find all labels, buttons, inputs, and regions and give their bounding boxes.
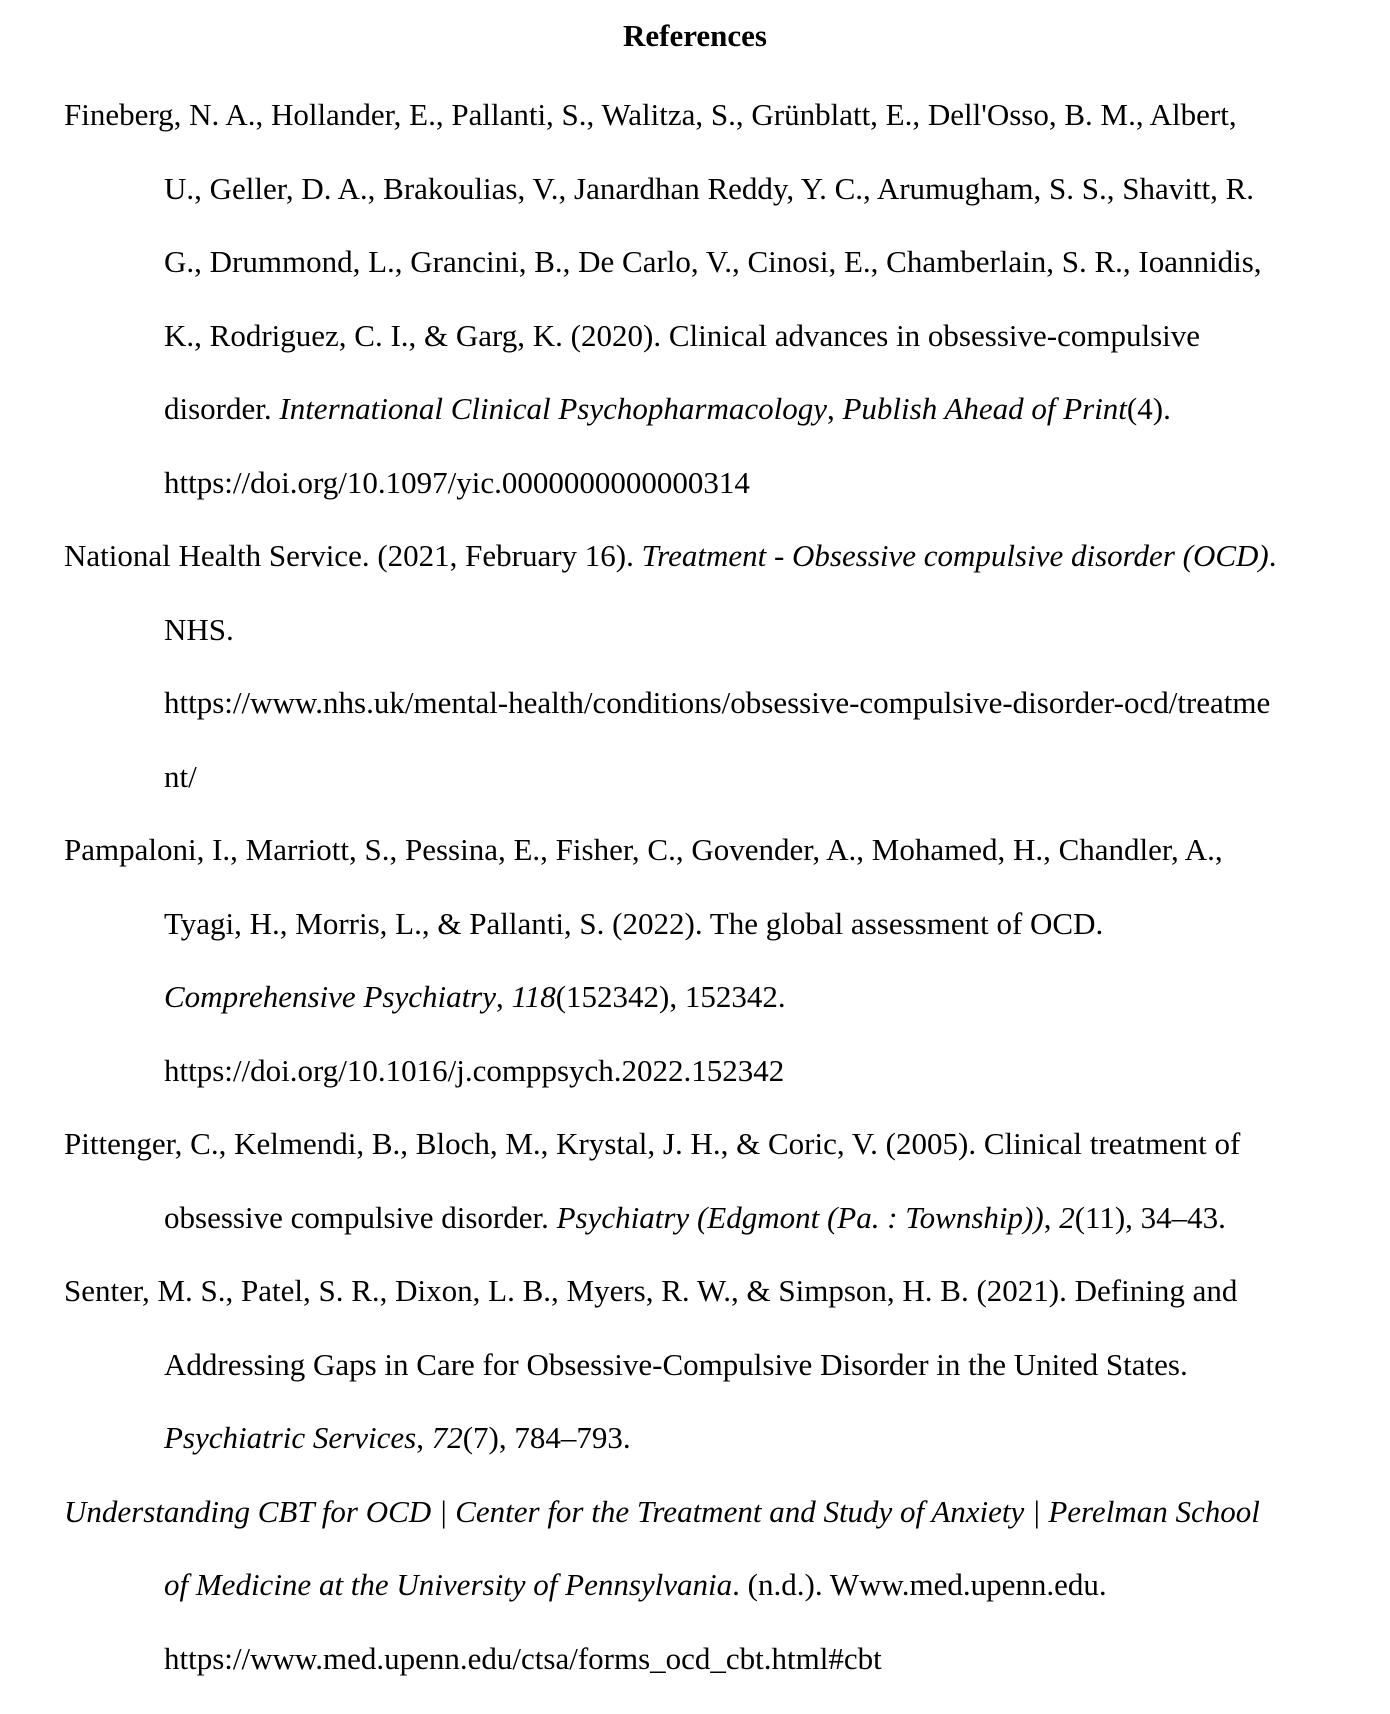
reference-text: Pittenger, C., Kelmendi, B., Bloch, M., Krystal, J. H., & Coric, V. (2005). Clinical treatment of (64, 1126, 1241, 1161)
reference-text: Senter, M. S., Patel, S. R., Dixon, L. B., Myers, R. W., & Simpson, H. B. (2021). Defining and (64, 1273, 1238, 1308)
reference-text: K., Rodriguez, C. I., & Garg, K. (2020). Clinical advances in obsessive-compulsive (164, 317, 1201, 353)
reference-line (64, 1254, 1300, 1328)
reference-text: Fineberg, N. A., Hollander, E., Pallanti, S., Walitza, S., Grünblatt, E., Dell'Osso, B. M., Albert, (64, 97, 1237, 132)
reference-text: , (496, 979, 512, 1014)
references-heading: References (622, 18, 767, 53)
reference-text: (152342), 152342. (555, 979, 786, 1014)
reference-line (64, 740, 1300, 814)
reference-text: disorder. (164, 391, 280, 426)
italic-text: of Medicine at the University of Pennsylvania (164, 1567, 733, 1602)
reference-text: (4). (1126, 391, 1171, 426)
reference-text: . (n.d.). Www.med.upenn.edu. (732, 1567, 1107, 1602)
reference-line (64, 593, 1300, 667)
reference-line (64, 225, 1300, 299)
reference-text: , (416, 1420, 432, 1455)
reference-text: , (1043, 1199, 1060, 1235)
italic-text: 2 (1059, 1199, 1075, 1235)
reference-line (64, 152, 1300, 226)
reference-text: Pampaloni, I., Marriott, S., Pessina, E., Fisher, C., Govender, A., Mohamed, H., Chandler, A., (64, 832, 1223, 867)
reference-line (64, 1034, 1300, 1108)
reference-line (64, 960, 1300, 1034)
reference-text: https://doi.org/10.1097/yic.0000000000000314 (164, 464, 750, 500)
reference-line (64, 1328, 1300, 1402)
italic-text: Understanding CBT for OCD | Center for the Treatment and Study of Anxiety | Perelman School (64, 1493, 1260, 1529)
italic-text: Treatment - Obsessive compulsive disorder (OCD) (641, 538, 1269, 573)
italic-text: Psychiatry (Edgmont (Pa. : Township)) (556, 1199, 1044, 1235)
reference-line (64, 1107, 1300, 1181)
italic-text: 118 (511, 979, 556, 1014)
reference-text: https://www.nhs.uk/mental-health/conditions/obsessive-compulsive-disorder-ocd/treatme (164, 685, 1271, 720)
reference-list (64, 78, 1300, 1695)
reference-text: NHS. (164, 611, 234, 647)
reference-text: G., Drummond, L., Grancini, B., De Carlo, V., Cinosi, E., Chamberlain, S. R., Ioannidis, (164, 244, 1262, 279)
reference-text: https://www.med.upenn.edu/ctsa/forms_ocd_cbt.html#cbt (164, 1640, 882, 1676)
reference-line (64, 813, 1300, 887)
reference-text: National Health Service. (2021, February 16). (64, 538, 642, 573)
reference-text: (11), 34–43. (1074, 1199, 1226, 1235)
reference-text: Tyagi, H., Morris, L., & Pallanti, S. (2022). The global assessment of OCD. (164, 905, 1104, 941)
italic-text: International Clinical Psychopharmacology (279, 391, 827, 426)
italic-text: 72 (431, 1420, 463, 1455)
reference-entry (64, 519, 1300, 813)
reference-line (64, 519, 1300, 593)
reference-entry (64, 78, 1300, 519)
reference-text: obsessive compulsive disorder. (164, 1199, 557, 1235)
reference-entry (64, 813, 1300, 1107)
reference-entry (64, 1254, 1300, 1475)
reference-text: U., Geller, D. A., Brakoulias, V., Janardhan Reddy, Y. C., Arumugham, S. S., Shavitt, R. (164, 170, 1255, 206)
reference-line (64, 1181, 1300, 1255)
reference-text: nt/ (164, 758, 197, 794)
reference-text: https://doi.org/10.1016/j.comppsych.2022.152342 (164, 1052, 785, 1088)
reference-entry (64, 1107, 1300, 1254)
italic-text: Psychiatric Services (164, 1420, 417, 1455)
italic-text: Comprehensive Psychiatry (164, 979, 497, 1014)
reference-text: Addressing Gaps in Care for Obsessive-Compulsive Disorder in the United States. (164, 1346, 1188, 1382)
reference-line (64, 446, 1300, 520)
reference-line (64, 1401, 1300, 1475)
reference-text: (7), 784–793. (462, 1420, 631, 1455)
reference-text: . (1268, 538, 1277, 573)
reference-line (64, 1548, 1300, 1622)
reference-line (64, 887, 1300, 961)
reference-line (64, 299, 1300, 373)
reference-line (64, 78, 1300, 152)
reference-line (64, 1475, 1300, 1549)
reference-text: , (826, 391, 843, 426)
reference-line (64, 666, 1300, 740)
reference-line (64, 372, 1300, 446)
italic-text: Publish Ahead of Print (842, 391, 1127, 426)
reference-line (64, 1622, 1300, 1696)
reference-entry (64, 1475, 1300, 1696)
